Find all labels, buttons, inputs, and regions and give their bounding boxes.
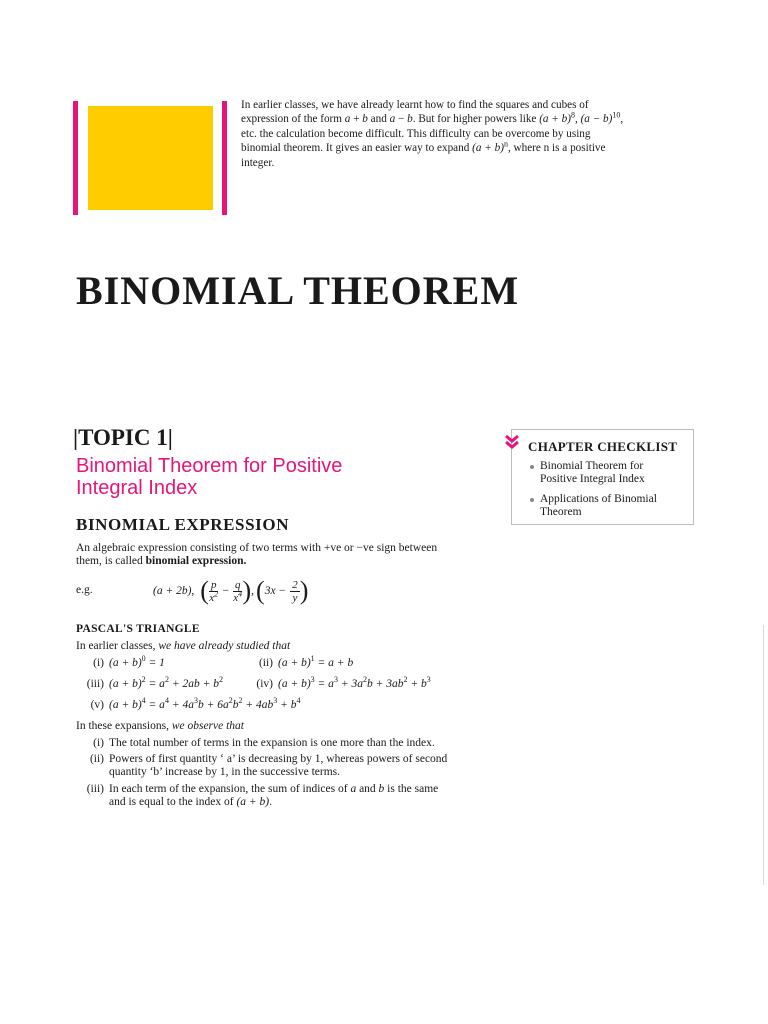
observation-intro: In these expansions, we observe that [76,720,245,732]
expansion-item: (iii) $(a + b)^2 = a^2 + 2ab + b^2$ [86,675,223,690]
checklist-item: Binomial Theorem for Positive Integral Index [540,460,645,485]
checklist-title: CHAPTER CHECKLIST [528,439,678,454]
expansion-item: (ii) $(a + b)^1 = a + b$ [258,654,354,669]
left-accent-bar [73,101,78,215]
bullet-icon [530,465,534,469]
chapter-color-block [88,106,213,210]
observation-item: (iii) In each term of the expansion, the sum of indices of a and b is the same and is equal to the index of (a + b). [86,783,439,808]
intro-paragraph: In earlier classes, we have already learnt how to find the squares and cubes of expression of the form a + b and a − b. But for higher powers like $(a + b)^8$, $(a - b)^{10}$, etc. the calculation become difficult. This difficulty can be overcome by using binomial theorem. It gives an easier way to expand $(a + b)^n$, where n is a positive integer. [241,99,624,169]
observation-item: (i) The total number of terms in the expansion is one more than the index. [93,737,435,749]
expansion-item: (v) $(a + b)^4 = a^4 + 4a^3b + 6a^2b^2 + 4ab^3 + b^4$ [90,696,301,711]
chapter-title: BINOMIAL THEOREM [76,268,520,313]
example-expressions: (a + 2b), ( $\frac{p}{x^2}$ − $\frac{q}{x^4}$ ) , ( 3x − $\frac{2}{y}$ ) [153,576,309,605]
pascal-intro: In earlier classes, we have already studied that [76,640,291,652]
section-heading: BINOMIAL EXPRESSION [76,515,290,534]
observation-item: (ii) Powers of first quantity ‘ a’ is decreasing by 1, whereas powers of second quantity ‘b’ increase by 1, in the successive terms. [89,753,448,778]
topic-label: |TOPIC 1| [73,425,173,450]
expansion-item: (i) $(a + b)^0 = 1$ [93,654,165,669]
double-chevron-down-icon [504,435,520,449]
definition-paragraph: An algebraic expression consisting of two terms with +ve or −ve sign between them, is called binomial expression. [76,542,438,567]
right-accent-bar [222,101,227,215]
checklist-item: Applications of Binomial Theorem [540,493,657,518]
page-edge-line [763,625,764,885]
example-label: e.g. [76,584,93,596]
bullet-icon [530,498,534,502]
pascal-heading: PASCAL'S TRIANGLE [76,623,200,635]
expansion-item: (iv) $(a + b)^3 = a^3 + 3a^2b + 3ab^2 + b^3$ [256,675,431,690]
topic-title: Binomial Theorem for Positive Integral Index [76,455,343,499]
